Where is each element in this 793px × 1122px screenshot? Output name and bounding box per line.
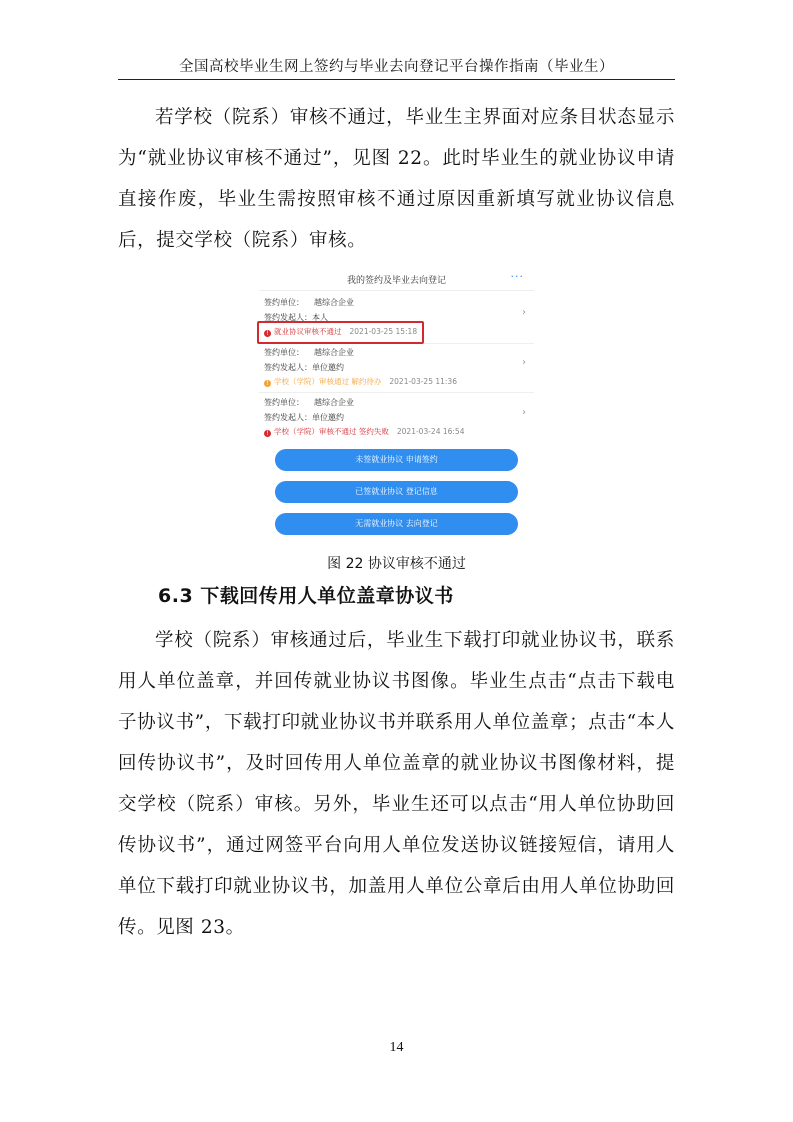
error-icon: ! [264, 430, 271, 437]
unit-line: 签约单位： 越综合企业 [264, 348, 354, 357]
unit-line: 签约单位： 越综合企业 [264, 398, 354, 407]
running-header: 全国高校毕业生网上签约与毕业去向登记平台操作指南（毕业生） [179, 59, 614, 75]
header-rule [118, 79, 675, 80]
record-divider [259, 392, 534, 393]
chevron-right-icon: › [522, 357, 526, 368]
error-icon: ! [264, 330, 271, 337]
record-item[interactable] [264, 395, 526, 455]
page-number: 14 [389, 1040, 404, 1055]
status-line: ! 就业协议审核不通过 2021-03-25 15:18 [264, 326, 417, 337]
unit-line: 签约单位： 越综合企业 [264, 298, 354, 307]
status-line: ! 学校（学院）审核不通过 签约失败 2021-03-24 16:54 [264, 426, 464, 437]
figure-screenshot [259, 268, 534, 543]
more-icon[interactable]: ··· [510, 270, 524, 283]
paragraph-audit-failed: 若学校（院系）审核不通过，毕业生主界面对应条目状态显示为“就业协议审核不通过”，见图 22。此时毕业生的就业协议申请直接作废，毕业生需按照审核不通过原因重新填写就业协议信息后，提交学校（院系）审核。 [118, 107, 675, 251]
section-heading: 6.3 下载回传用人单位盖章协议书 [158, 585, 454, 607]
chevron-right-icon: › [522, 307, 526, 318]
register-info-button[interactable]: 已签就业协议 登记信息 [275, 481, 518, 503]
status-line: ! 学校（学院）审核通过 解约待办 2021-03-25 11:36 [264, 376, 457, 387]
initiator-line: 签约发起人：本人 [264, 313, 328, 322]
screen-title: 我的签约及毕业去向登记 [346, 276, 446, 286]
chevron-right-icon: › [522, 407, 526, 418]
figure-caption: 图 22 协议审核不通过 [327, 556, 466, 572]
warning-icon: ! [264, 380, 271, 387]
title-divider [259, 290, 534, 291]
apply-sign-button[interactable]: 未签就业协议 申请签约 [275, 449, 518, 471]
initiator-line: 签约发起人：单位邀约 [264, 413, 344, 422]
destination-register-button[interactable]: 无需就业协议 去向登记 [275, 513, 518, 535]
initiator-line: 签约发起人：单位邀约 [264, 363, 344, 372]
highlight-box [257, 321, 424, 344]
paragraph-upload: 学校（院系）审核通过后，毕业生下载打印就业协议书，联系用人单位盖章，并回传就业协议书图像。毕业生点击“点击下载电子协议书”，下载打印就业协议书并联系用人单位盖章；点击“本人回传协议书”，及时回传用人单位盖章的就业协议书图像材料，提交学校（院系）审核。另外，毕业生还可以点击“用人单位协助回传协议书”，通过网签平台向用人单位发送协议链接短信，请用人单位下载打印就业协议书，加盖用人单位公章后由用人单位协助回传。见图 23。 [118, 630, 675, 938]
